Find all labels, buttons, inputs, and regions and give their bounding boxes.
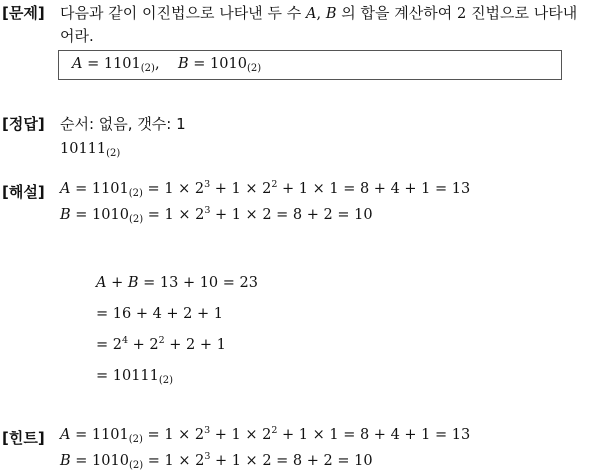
hint-tag: [힌트] xyxy=(2,429,45,447)
problem-text-end: 진법으로 나타내 xyxy=(471,4,578,22)
var-b: B xyxy=(325,6,337,22)
given-values-box xyxy=(58,50,562,80)
problem-line-1: 다음과 같이 이진법으로 나타낸 두 수 A, B 의 합을 계산하여 2 진법으로 나타내 xyxy=(60,4,578,22)
hint-line-b: $B = 1010_{(2)} = 1 \times 2^3 + 1 \times 2 = 8 + 2 = 10$ xyxy=(60,451,373,471)
given-b: $B = 1010_{(2)}$ xyxy=(178,56,262,74)
explanation-line-b: $B = 1010_{(2)} = 1 \times 2^3 + 1 \times 2 = 8 + 2 = 10$ xyxy=(60,205,373,225)
answer-meta: 순서: 없음, 갯수: 1 xyxy=(60,115,186,133)
sum-step-2: = 16 + 4 + 2 + 1 xyxy=(96,306,223,322)
explanation-line-a: $A = 1101_{(2)} = 1 \times 2^3 + 1 \times 2^2 + 1 \times 1 = 8 + 4 + 1 = 13$ xyxy=(60,179,471,199)
explanation-tag: [해설] xyxy=(2,183,45,201)
problem-base-number: 2 xyxy=(457,6,467,22)
answer-tag: [정답] xyxy=(2,115,45,133)
given-a: $A = 1101_{(2)}$, xyxy=(72,56,160,74)
problem-text-post: 의 합을 계산하여 xyxy=(341,4,453,22)
hint-line-a: $A = 1101_{(2)} = 1 \times 2^3 + 1 \times 2^2 + 1 \times 1 = 8 + 4 + 1 = 13$ xyxy=(60,425,471,445)
sum-step-1: A + B = 13 + 10 = 23 xyxy=(96,275,258,291)
problem-line-2: 어라. xyxy=(60,27,94,45)
problem-text-pre: 다음과 같이 이진법으로 나타낸 두 수 xyxy=(60,4,302,22)
answer-value: $10111_{(2)}$ xyxy=(60,141,121,159)
problem-tag: [문제] xyxy=(2,4,45,22)
var-a: A xyxy=(305,6,317,22)
sum-step-3: = $2^4 + 2^2 + 2 + 1$ xyxy=(96,335,226,353)
sum-step-4: = $10111_{(2)}$ xyxy=(96,368,174,386)
